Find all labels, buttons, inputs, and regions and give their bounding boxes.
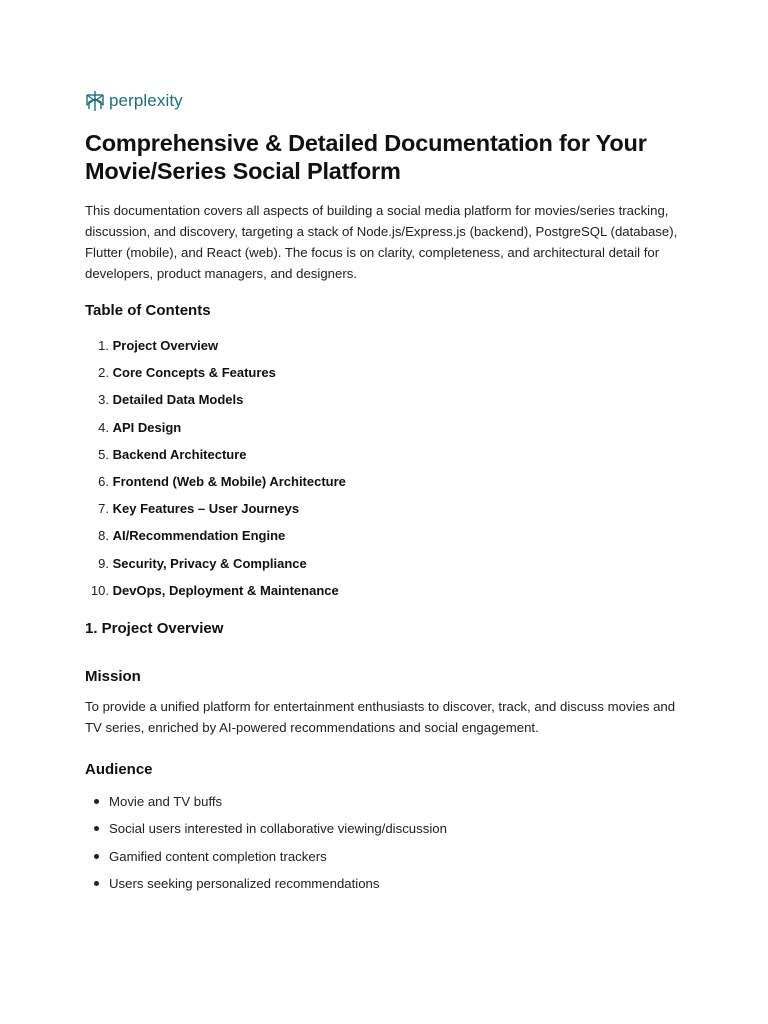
toc-item[interactable]	[85, 577, 346, 604]
bullet-icon	[94, 799, 99, 804]
toc-item-number: 6.	[98, 474, 109, 490]
toc-item-number: 10.	[90, 582, 109, 598]
section-heading-project-overview: 1. Project Overview	[85, 620, 224, 637]
document-title: Comprehensive & Detailed Documentation for Your Movie/Series Social Platform	[85, 130, 647, 184]
toc-item-number: 3.	[98, 392, 109, 408]
brand-header	[85, 90, 183, 112]
list-item	[85, 870, 447, 897]
intro-paragraph: This documentation covers all aspects of building a social media platform for movies/series tracking, discussion, and discovery, targeting a stack of Node.js/Express.js (backend), PostgreSQL (database), Flutter (mobile), and React (web). The focus is on clarity, completeness, and architectural detail for developers, product managers, and designers.	[85, 203, 678, 281]
toc-item[interactable]	[85, 550, 346, 577]
toc-item-label: Project Overview	[112, 338, 219, 354]
toc-item[interactable]	[85, 386, 346, 413]
bullet-icon	[94, 854, 99, 859]
toc-item-label: Backend Architecture	[112, 446, 247, 462]
perplexity-logo-icon	[85, 90, 105, 112]
list-item	[85, 843, 447, 870]
toc-item[interactable]	[85, 495, 346, 522]
toc-item[interactable]	[85, 522, 346, 549]
toc-item-number: 1.	[98, 338, 109, 354]
toc-item-number: 8.	[98, 528, 109, 544]
toc-item-label: AI/Recommendation Engine	[112, 528, 286, 544]
toc-item-number: 4.	[98, 419, 109, 435]
toc-item-number: 2.	[98, 365, 109, 381]
audience-item-text: Gamified content completion trackers	[109, 848, 327, 864]
toc-heading: Table of Contents	[85, 302, 211, 319]
toc-item-label: Frontend (Web & Mobile) Architecture	[112, 474, 346, 490]
toc-item-label: API Design	[112, 419, 182, 435]
audience-item-text: Users seeking personalized recommendations	[109, 876, 380, 892]
toc-item-label: Core Concepts & Features	[112, 365, 276, 381]
table-of-contents	[85, 332, 346, 604]
audience-item-text: Social users interested in collaborative viewing/discussion	[109, 821, 447, 837]
toc-item-number: 9.	[98, 555, 109, 571]
toc-item-number: 5.	[98, 446, 109, 462]
audience-list	[85, 788, 447, 897]
toc-item[interactable]	[85, 441, 346, 468]
toc-item-label: Detailed Data Models	[112, 392, 244, 408]
toc-item[interactable]	[85, 332, 346, 359]
toc-item[interactable]	[85, 468, 346, 495]
mission-paragraph: To provide a unified platform for entertainment enthusiasts to discover, track, and discuss movies and TV series, enriched by AI-powered recommendations and social engagement.	[85, 699, 676, 735]
toc-item-label: Key Features – User Journeys	[112, 501, 300, 517]
list-item	[85, 815, 447, 842]
toc-item-label: Security, Privacy & Compliance	[112, 555, 307, 571]
brand-name: perplexity	[109, 91, 183, 110]
bullet-icon	[94, 881, 99, 886]
toc-item[interactable]	[85, 359, 346, 386]
bullet-icon	[94, 826, 99, 831]
audience-item-text: Movie and TV buffs	[109, 794, 223, 810]
list-item	[85, 788, 447, 815]
audience-heading: Audience	[85, 761, 153, 778]
toc-item[interactable]	[85, 414, 346, 441]
toc-item-number: 7.	[98, 501, 109, 517]
toc-item-label: DevOps, Deployment & Maintenance	[112, 582, 339, 598]
mission-heading: Mission	[85, 668, 141, 685]
